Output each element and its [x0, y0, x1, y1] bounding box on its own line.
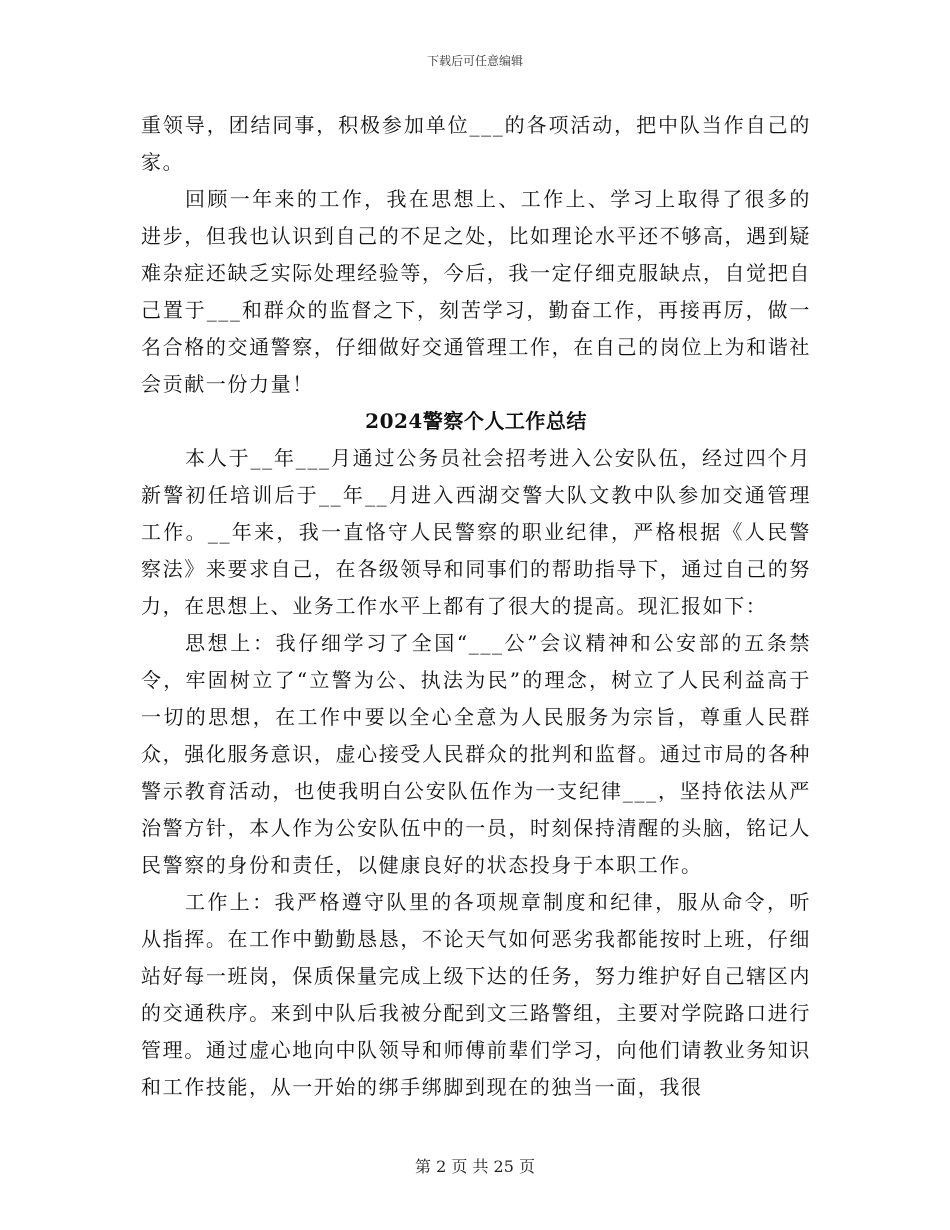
paragraph-intro: 本人于__年___月通过公务员社会招考进入公安队伍，经过四个月新警初任培训后于__年__月进入西湖交警大队文教中队参加交通管理工作。__年来，我一直恪守人民警察的职业纪律，严格根据《人民警察法》来要求自己，在各级领导和同事们的帮助指导下，通过自己的努力，在思想上、业务工作水平上都有了很大的提高。现汇报如下：: [141, 446, 811, 618]
page-header: 下载后可任意编辑: [426, 54, 523, 68]
paragraph-continuation: 重领导，团结同事，积极参加单位___的各项活动，把中队当作自己的家。: [141, 113, 811, 174]
paragraph-thought: 思想上：我仔细学习了全国“___公”会议精神和公安部的五条禁令，牢固树立了“立警为公、执法为民”的理念，树立了人民利益高于一切的思想，在工作中要以全心全意为人民服务为宗旨，尊重人民群众，强化服务意识，虚心接受人民群众的批判和监督。通过市局的各种警示教育活动，也使我明白公安队伍作为一支纪律___，坚持依法从严治警方针，本人作为公安队伍中的一员，时刻保持清醒的头脑，铭记人民警察的身份和责任，以健康良好的状态投身于本职工作。: [141, 631, 811, 877]
paragraph-work: 工作上：我严格遵守队里的各项规章制度和纪律，服从命令，听从指挥。在工作中勤勤恳恳，不论天气如何恶劣我都能按时上班，仔细站好每一班岗，保质保量完成上级下达的任务，努力维护好自己辖区内的交通秩序。来到中队后我被分配到文三路警组，主要对学院路口进行管理。通过虚心地向中队领导和师傅前辈们学习，向他们请教业务知识和工作技能，从一开始的绑手绑脚到现在的独当一面，我很: [141, 890, 811, 1099]
page-footer: 第 2 页 共 25 页: [415, 1157, 535, 1176]
paragraph-review: 回顾一年来的工作，我在思想上、工作上、学习上取得了很多的进步，但我也认识到自己的不足之处，比如理论水平还不够高，遇到疑难杂症还缺乏实际处理经验等，今后，我一定仔细克服缺点，自觉把自己置于___和群众的监督之下，刻苦学习，勤奋工作，再接再厉，做一名合格的交通警察，仔细做好交通管理工作，在自己的岗位上为和谐社会贡献一份力量！: [141, 187, 811, 396]
document-body: [141, 107, 811, 1106]
section-title: 2024警察个人工作总结: [365, 409, 587, 433]
